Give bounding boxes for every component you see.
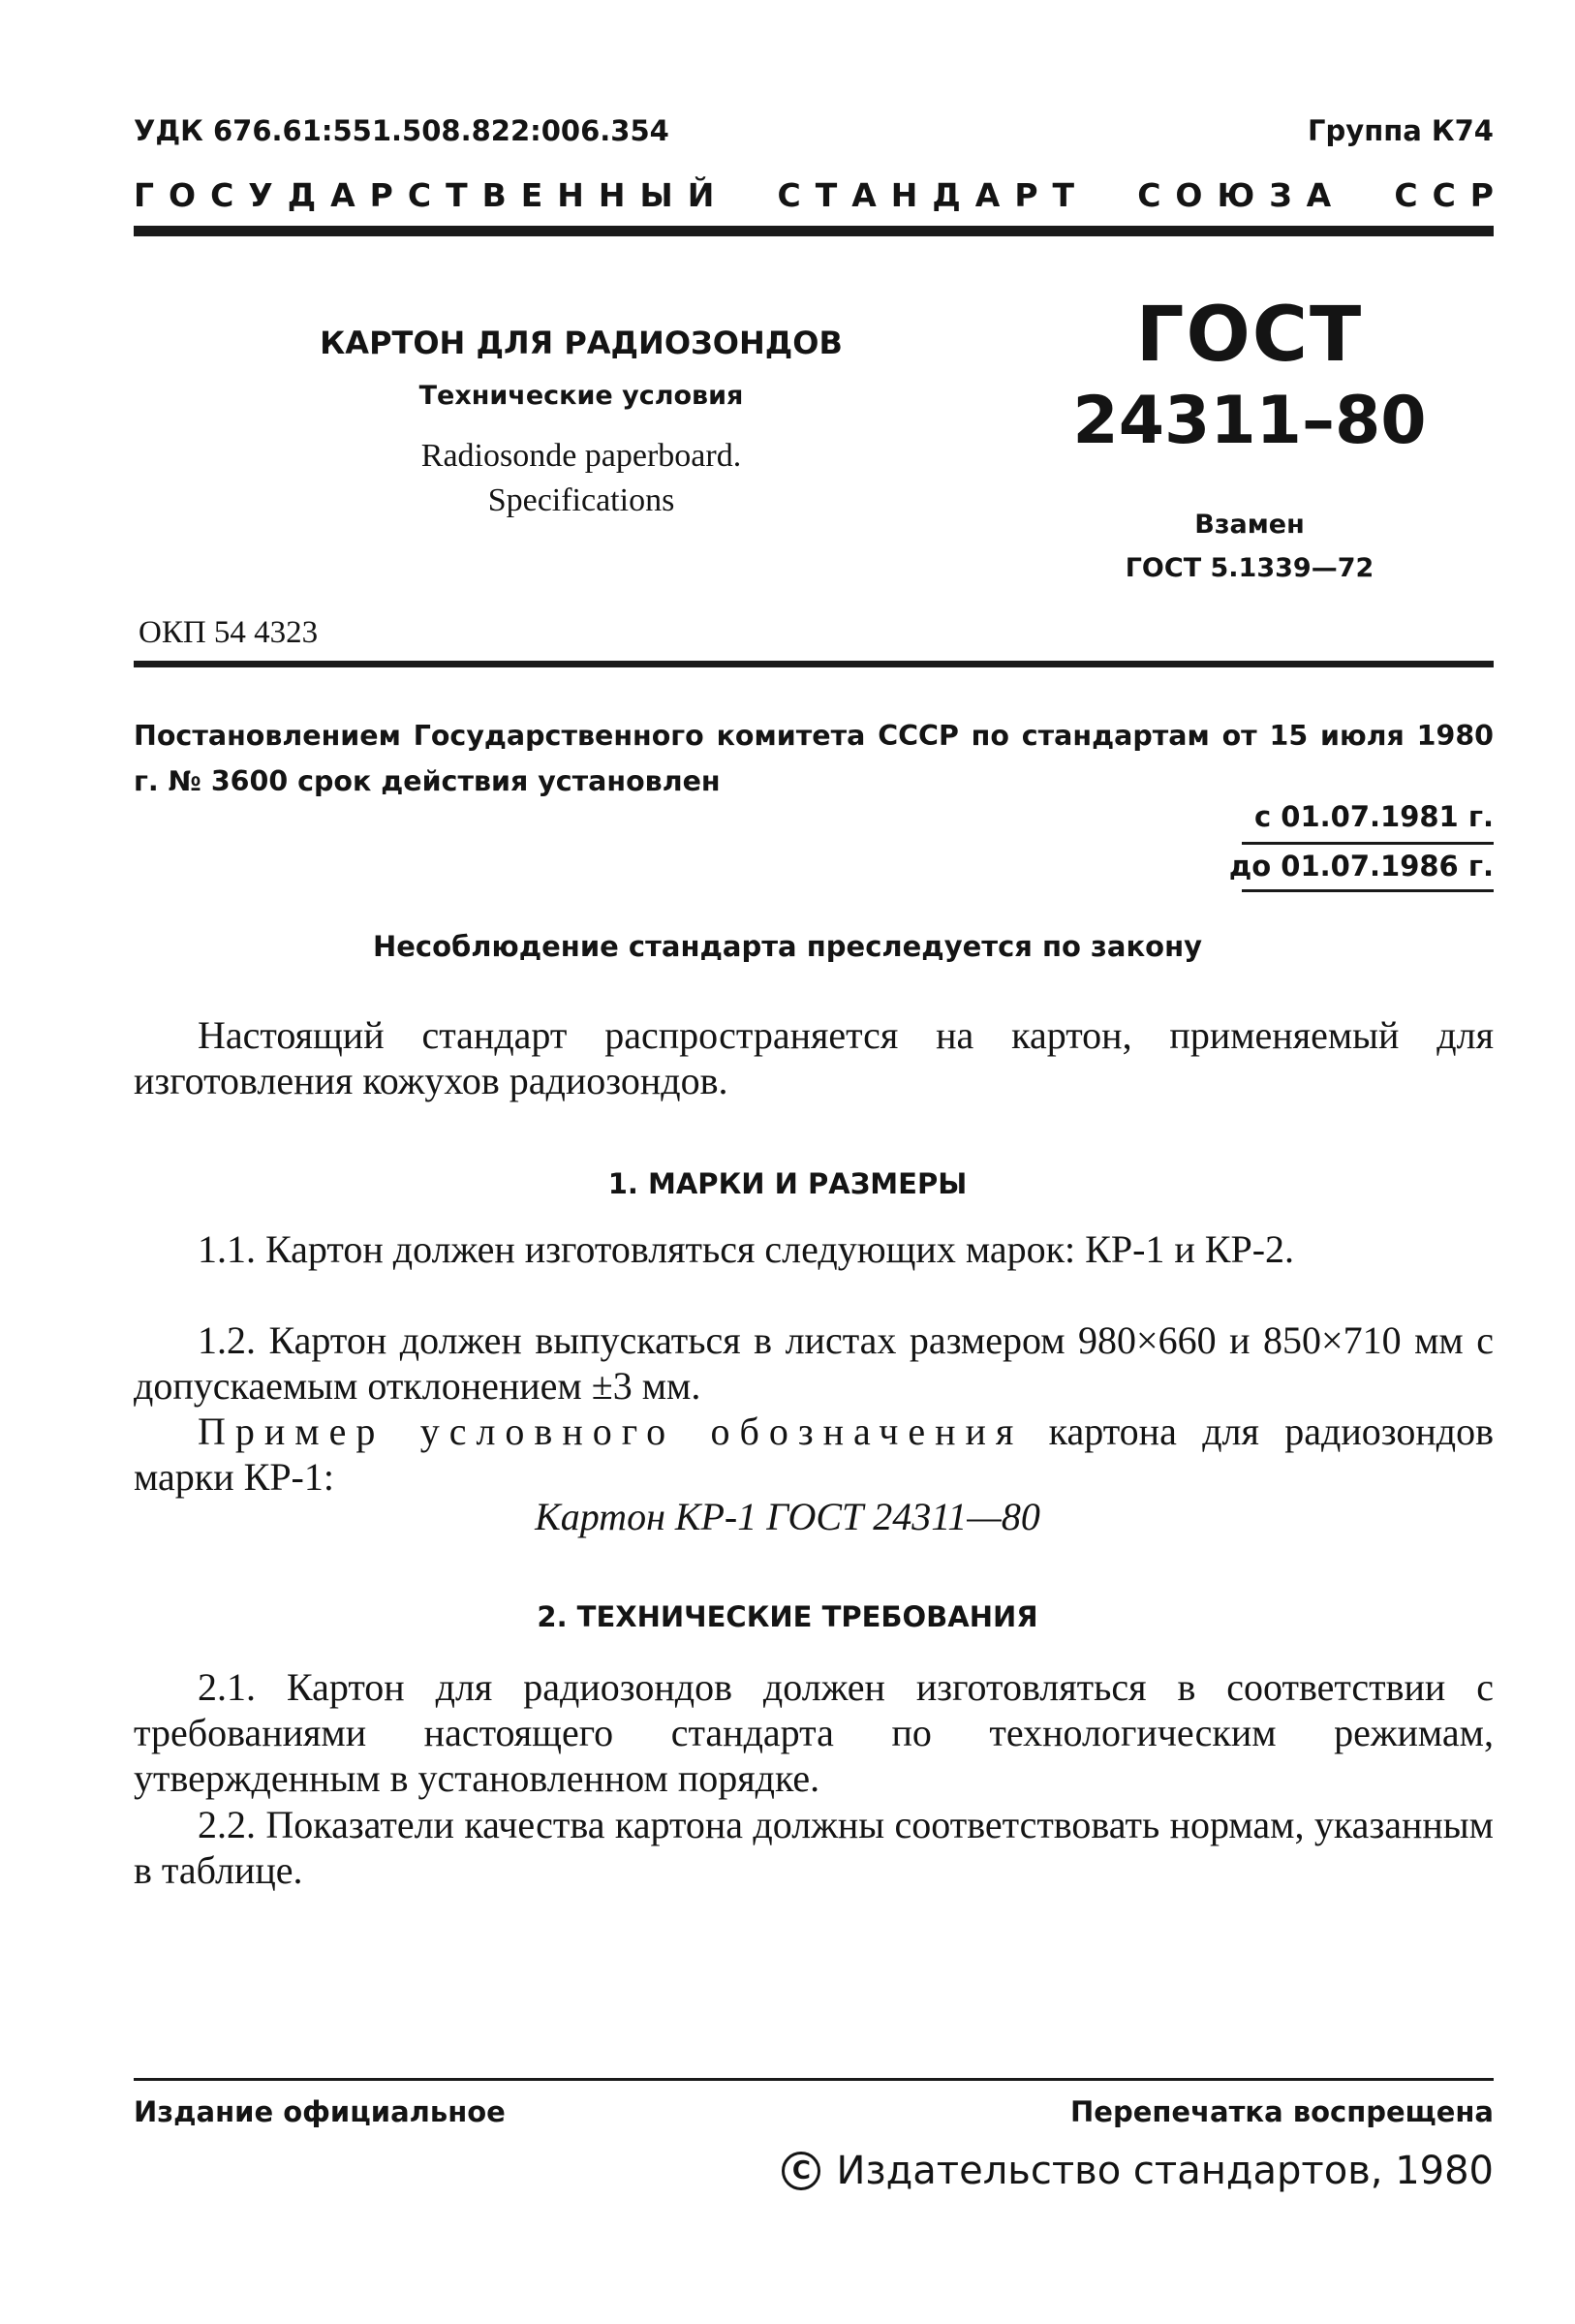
copyright-icon: C <box>782 2152 820 2190</box>
state-standard-heading <box>134 176 1508 214</box>
english-title-line-1: Radiosonde paperboard. <box>420 438 742 474</box>
state-standard-word-4: ССР <box>1394 176 1508 214</box>
valid-to-date: до 01.07.1986 г. <box>1228 850 1494 883</box>
replaces-value: ГОСТ 5.1339—72 <box>1125 553 1374 583</box>
valid-from-date: с 01.07.1981 г. <box>1253 800 1494 833</box>
group-code: Группа К74 <box>1308 114 1494 147</box>
section-1-title: 1. МАРКИ И РАЗМЕРЫ <box>607 1167 968 1200</box>
validity-underline-1 <box>1242 842 1494 845</box>
example-text: картона для радиозондов марки КР-1: <box>134 1410 1494 1499</box>
publisher-name: Издательство стандартов, 1980 <box>836 2149 1494 2193</box>
paragraph-2-1: 2.1. Картон для радиозондов должен изготовляться в соответствии с требованиями настоящего стандарта по технологическим режимам, утвержденным в установленном порядке. <box>134 1665 1494 1800</box>
document-title: КАРТОН ДЛЯ РАДИОЗОНДОВ <box>320 325 843 361</box>
decree-text: Постановлением Государственного комитета СССР по стандартам от 15 июля 1980 г. № 3600 срок действия установлен <box>134 720 1494 797</box>
intro-paragraph: Настоящий стандарт распространяется на картон, применяемый для изготовления кожухов радиозондов. <box>134 1013 1494 1102</box>
document-subtitle: Технические условия <box>418 381 744 411</box>
state-standard-word-1: ГОСУДАРСТВЕННЫЙ <box>134 176 729 214</box>
publisher-line <box>782 2149 1494 2193</box>
paragraph-1-2: 1.2. Картон должен выпускаться в листах размером 980×660 и 850×710 мм с допускаемым отклонением ±3 мм. <box>134 1318 1494 1408</box>
title-block <box>291 325 872 523</box>
replaces-label: Взамен <box>1194 510 1305 540</box>
example-designation: Картон КР-1 ГОСТ 24311—80 <box>535 1495 1040 1538</box>
title-divider <box>134 661 1494 667</box>
english-title-line-2: Specifications <box>487 482 675 518</box>
footer-divider <box>134 2078 1494 2081</box>
paragraph-2-2: 2.2. Показатели качества картона должны соответствовать нормам, указанным в таблице. <box>134 1803 1494 1892</box>
example-label: Пример условного обозначения <box>198 1410 1024 1453</box>
law-notice: Несоблюдение стандарта преследуется по закону <box>372 930 1203 963</box>
okp-code: ОКП 54 4323 <box>139 615 319 650</box>
gost-designation-block <box>1065 291 1434 583</box>
header-divider <box>134 226 1494 236</box>
reprint-prohibited-note: Перепечатка воспрещена <box>1070 2095 1494 2128</box>
paragraph-1-1: 1.1. Картон должен изготовляться следующих марок: КР-1 и КР-2. <box>198 1227 1295 1271</box>
validity-underline-2 <box>1242 889 1494 892</box>
state-standard-word-3: СОЮЗА <box>1137 176 1346 214</box>
state-standard-word-2: СТАНДАРТ <box>777 176 1090 214</box>
official-edition-note: Издание официальное <box>134 2095 506 2128</box>
gost-number: 24311–80 <box>1072 383 1427 459</box>
example-paragraph <box>134 1409 1494 1500</box>
section-2-title: 2. ТЕХНИЧЕСКИЕ ТРЕБОВАНИЯ <box>537 1600 1038 1633</box>
gost-label: ГОСТ <box>1135 292 1364 379</box>
udk-code: УДК 676.61:551.508.822:006.354 <box>134 114 669 147</box>
